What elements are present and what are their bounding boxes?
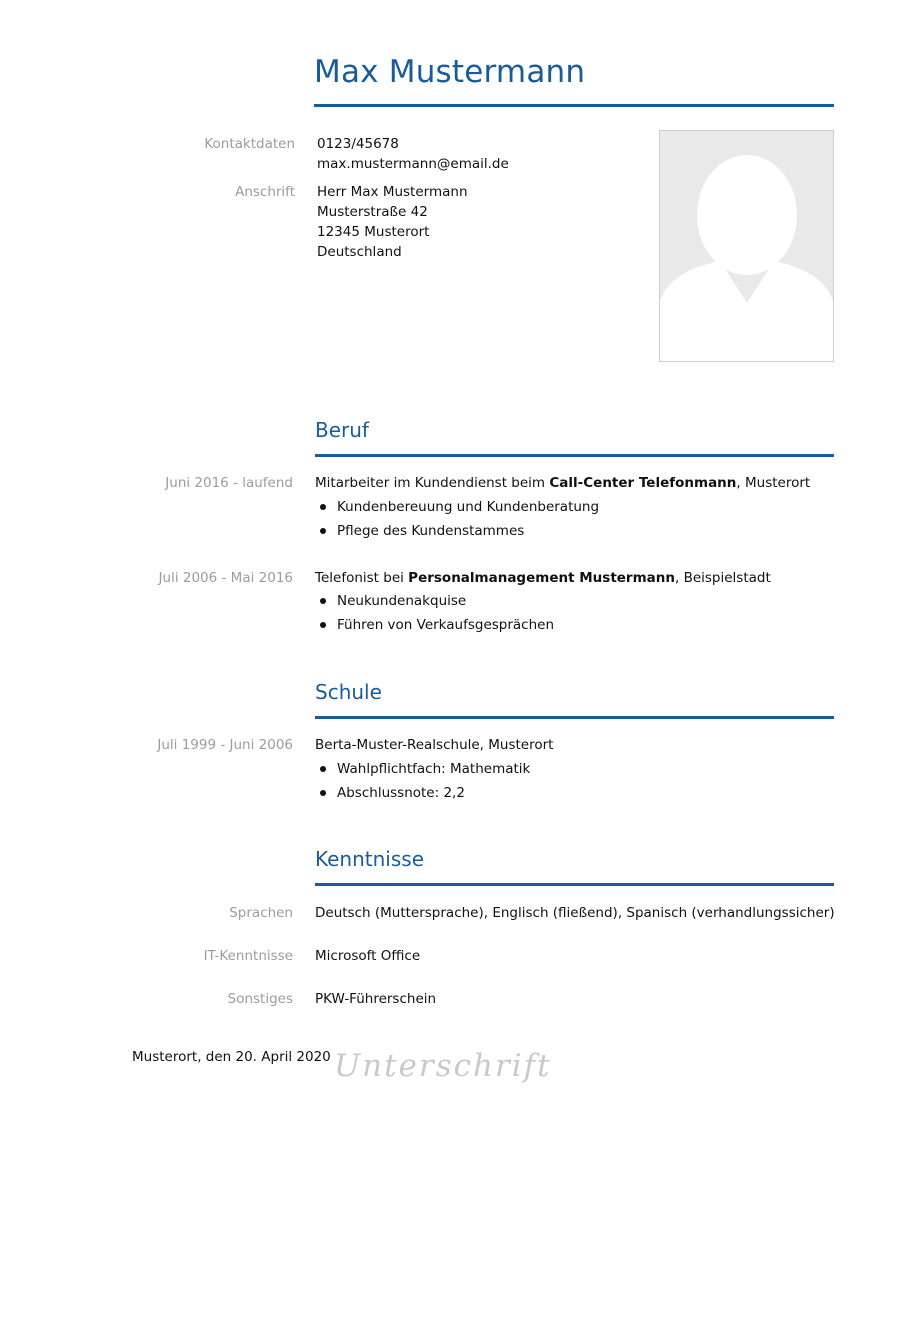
address-line: Herr Max Mustermann [317,184,468,200]
entry-bullets [315,589,554,637]
contact-phone: 0123/45678 [317,136,399,152]
list-item: Wahlpflichtfach: Mathematik [315,757,530,781]
entry-title [315,473,810,493]
entry-title-prefix: Telefonist bei [315,570,409,586]
entry-date: Juli 2006 - Mai 2016 [158,570,293,586]
section-rule [315,716,834,719]
entry-employer: Call-Center Telefonmann [549,475,737,491]
skill-value: Microsoft Office [315,948,421,964]
cv-name: Max Mustermann [314,54,586,90]
list-item: Abschlussnote: 2,2 [315,781,530,805]
signature: Unterschrift [334,1048,552,1084]
section-rule [315,883,834,886]
place-date: Musterort, den 20. April 2020 [132,1049,331,1065]
entry-title-prefix: Mitarbeiter im Kundendienst beim [315,475,550,491]
name-underline [314,104,834,107]
entry-bullets [315,757,530,805]
contact-email: max.mustermann@email.de [317,156,509,172]
entry-bullets [315,495,599,543]
section-title-beruf: Beruf [315,418,369,442]
skill-value: Deutsch (Muttersprache), Englisch (fließend), Spanisch (verhandlungssicher) [315,905,835,921]
list-item: Kundenbereuung und Kundenberatung [315,495,599,519]
entry-date: Juli 1999 - Juni 2006 [157,737,293,753]
list-item: Führen von Verkaufsgesprächen [315,613,554,637]
address-line: Musterstraße 42 [317,204,428,220]
section-title-schule: Schule [315,680,382,704]
address-line: 12345 Musterort [317,224,430,240]
address-line: Deutschland [317,244,402,260]
entry-title-suffix: , Beispielstadt [675,570,771,586]
person-silhouette-icon [660,131,833,361]
section-title-kenntnisse: Kenntnisse [315,847,424,871]
address-label: Anschrift [235,184,295,200]
skill-label: Sonstiges [227,991,293,1007]
profile-photo [659,130,834,362]
section-rule [315,454,834,457]
entry-employer: Personalmanagement Mustermann [408,570,675,586]
entry-title-suffix: , Musterort [736,475,811,491]
skill-value: PKW-Führerschein [315,991,437,1007]
list-item: Pflege des Kundenstammes [315,519,599,543]
skill-label: IT-Kenntnisse [203,948,293,964]
entry-title: Berta-Muster-Realschule, Musterort [315,737,554,753]
entry-title [315,568,771,588]
entry-date: Juni 2016 - laufend [165,475,293,491]
skill-label: Sprachen [229,905,293,921]
list-item: Neukundenakquise [315,589,554,613]
contact-label: Kontaktdaten [204,136,295,152]
